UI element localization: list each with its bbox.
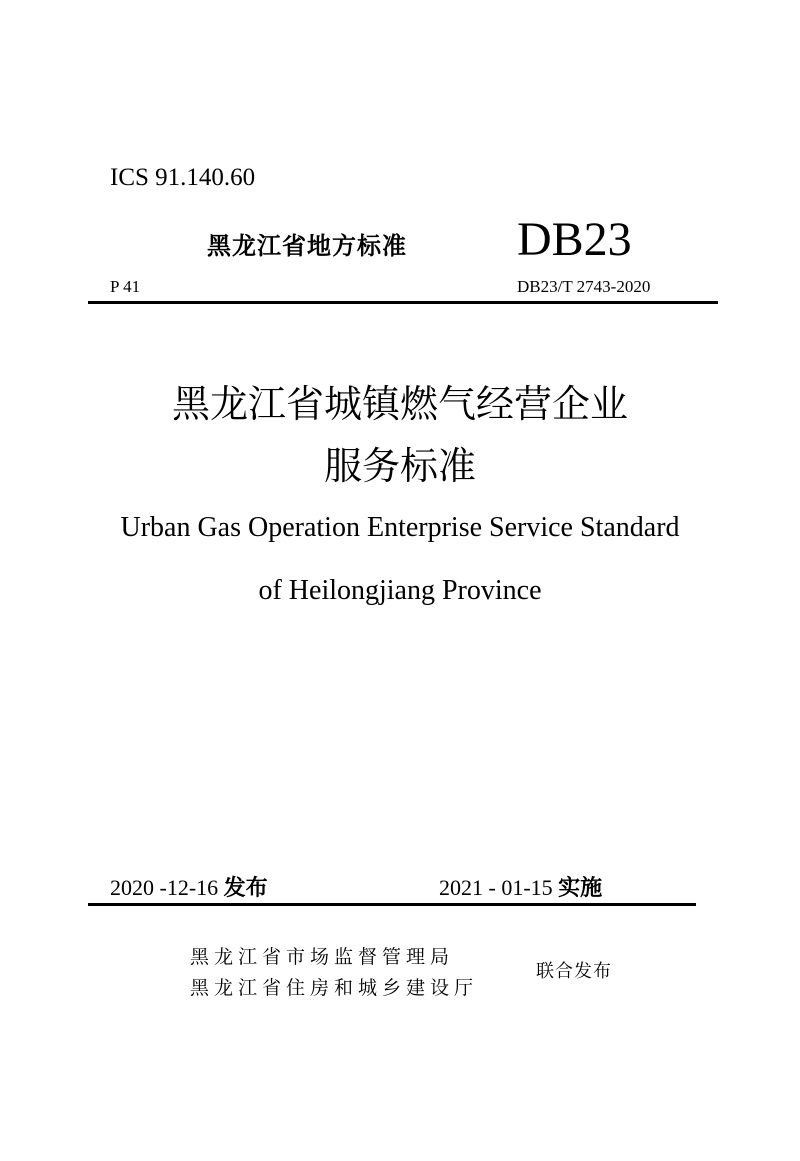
standard-number: DB23/T 2743-2020 [517,277,651,296]
standard-type: 黑龙江省地方标准 [207,232,407,260]
title-en-line2: of Heilongjiang Province [258,575,542,606]
implementation-date-label: 实施 [558,876,603,901]
title-cn-line2: 服务标准 [323,444,476,488]
issue-date [110,874,268,903]
title-cn-line1: 黑龙江省城镇燃气经营企业 [171,382,628,426]
issuer-line1: 黑龙江省市场监督管理局 [190,946,455,968]
classification-code: P 41 [110,277,141,296]
issuer-line2: 黑龙江省住房和城乡建设厅 [190,977,479,999]
title-en-line1: Urban Gas Operation Enterprise Service Standard [120,512,680,543]
ics-number: ICS 91.140.60 [110,164,256,191]
issue-date-value: 2020 -12-16 [110,875,224,900]
joint-release-label: 联合发布 [536,961,612,982]
footer-divider [88,903,696,906]
implementation-date [439,874,602,903]
db-code: DB23 [517,213,632,266]
implementation-date-value: 2021 - 01-15 [439,875,559,900]
issue-date-label: 发布 [223,876,268,901]
header-divider [88,301,718,304]
